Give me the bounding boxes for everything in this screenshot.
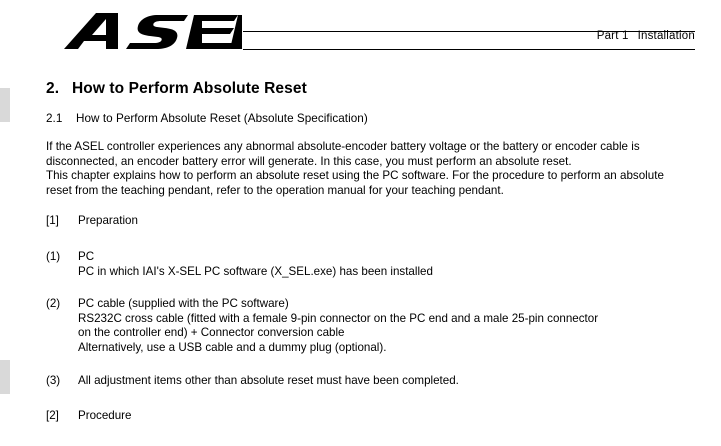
subsection-heading bbox=[46, 112, 691, 125]
list-item bbox=[46, 297, 691, 355]
list-item-line: PC cable (supplied with the PC software) bbox=[78, 297, 289, 311]
list-item-marker: (2) bbox=[46, 297, 61, 311]
page-header bbox=[0, 0, 721, 60]
block-2-marker: [2] bbox=[46, 409, 59, 423]
list-item-line: PC bbox=[78, 249, 95, 263]
list-item-marker: (1) bbox=[46, 249, 61, 263]
block-1-marker: [1] bbox=[46, 214, 59, 228]
list-item bbox=[46, 374, 691, 389]
page-edge-mark-bottom bbox=[0, 360, 10, 394]
section-title-text: How to Perform Absolute Reset bbox=[72, 80, 307, 97]
asel-logo bbox=[62, 12, 242, 50]
list-item-line: RS232C cross cable (fitted with a female 9-pin connector on the PC end and a male 25-pin connector bbox=[78, 311, 599, 325]
paragraph-2: This chapter explains how to perform an absolute reset using the PC software. For the procedure to perform an absolute reset from the teaching pendant, refer to the operation manual for your teaching pendant. bbox=[46, 169, 664, 197]
section-number: 2. bbox=[46, 80, 60, 97]
header-part-title: Installation bbox=[637, 30, 695, 42]
list-item-line: on the controller end) + Connector conversion cable bbox=[78, 326, 345, 340]
block-heading-procedure bbox=[46, 409, 691, 424]
header-rule-lower bbox=[243, 49, 695, 50]
paragraph-1: If the ASEL controller experiences any abnormal absolute-encoder battery voltage or the battery or encoder cable is disconnected, an encoder battery error will generate. In this case, you must perform an absolute reset. bbox=[46, 140, 640, 168]
list-item-line: PC in which IAI's X-SEL PC software (X_SEL.exe) has been installed bbox=[78, 264, 433, 278]
block-heading-preparation bbox=[46, 214, 691, 229]
block-1-title: Preparation bbox=[78, 214, 138, 228]
list-item-line: Alternatively, use a USB cable and a dummy plug (optional). bbox=[78, 340, 387, 354]
preparation-block bbox=[46, 214, 691, 423]
list-item-body bbox=[78, 297, 691, 355]
list-item-body bbox=[78, 374, 691, 389]
header-part-label: Part 1 bbox=[596, 30, 629, 42]
subsection-title-text: How to Perform Absolute Reset (Absolute Specification) bbox=[76, 112, 368, 125]
list-item-line: All adjustment items other than absolute reset must have been completed. bbox=[78, 373, 459, 387]
header-part-info bbox=[597, 30, 695, 42]
block-2-title: Procedure bbox=[78, 409, 132, 423]
page-edge-mark-top bbox=[0, 88, 10, 122]
list-item-body bbox=[78, 250, 691, 279]
list-item bbox=[46, 250, 691, 279]
subsection-number: 2.1 bbox=[46, 112, 63, 125]
document-body bbox=[46, 80, 691, 424]
section-heading bbox=[46, 80, 691, 98]
list-item-marker: (3) bbox=[46, 373, 61, 387]
